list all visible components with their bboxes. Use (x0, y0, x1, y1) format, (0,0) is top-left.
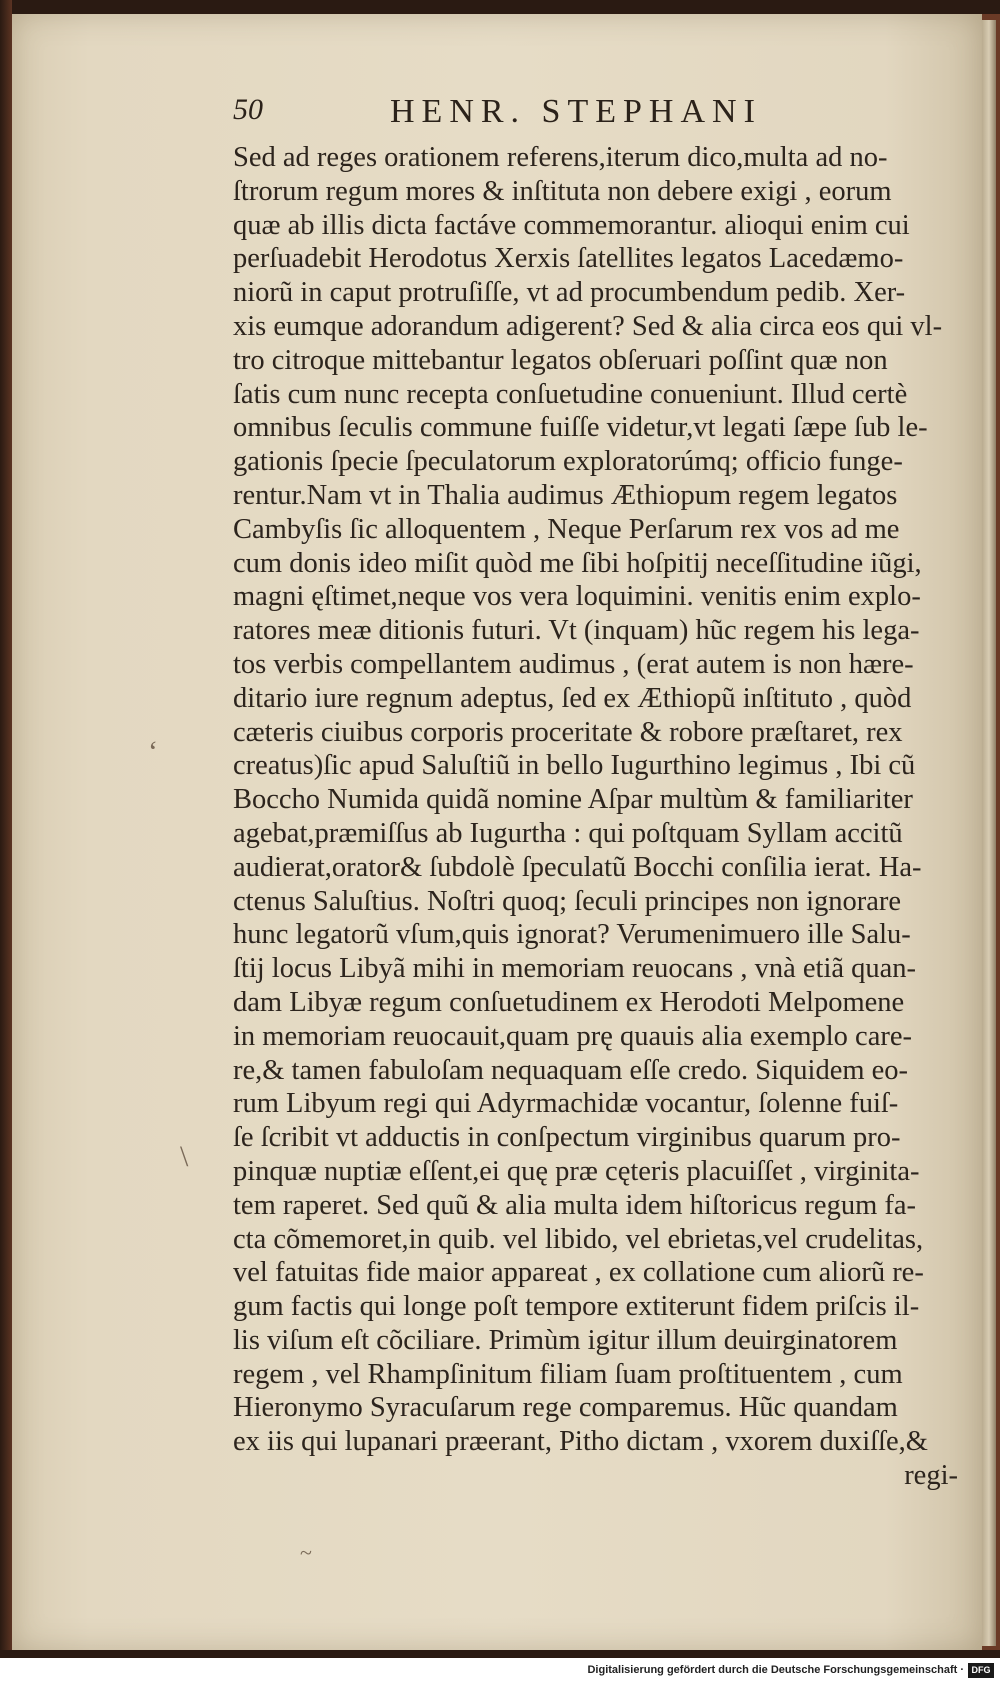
text-line: ctenus Saluſtius. Noſtri quoq; ſeculi principes non ignorare (233, 885, 902, 917)
text-line: xis eumque adorandum adigerent? Sed & alia circa eos qui vl- (233, 310, 943, 342)
text-line: agebat,præmiſſus ab Iugurtha : qui poſtquam Syllam accitũ (233, 817, 903, 849)
text-line: re,& tamen fabuloſam nequaquam eſſe credo. Siquidem eo- (233, 1054, 909, 1086)
text-line: vel fatuitas fide maior appareat , ex collatione cum aliorũ re- (233, 1257, 924, 1289)
text-line: ſtij locus Libyã mihi in memoriam reuocans , vnà etiã quan- (233, 953, 917, 985)
text-line: cum donis ideo miſit quòd me ſibi hoſpitij neceſſitudine iũgi, (233, 547, 922, 579)
text-line: ratores meæ ditionis futuri. Vt (inquam) hũc regem his lega- (233, 615, 920, 647)
page-fore-edge (982, 20, 996, 1646)
text-line: niorũ in caput protruſiſſe, vt ad procumbendum pedib. Xer- (233, 277, 906, 309)
running-head: HENR. STEPHANI (390, 93, 762, 130)
text-line: cta cõmemoret,in quib. vel libido, vel ebrietas,vel crudelitas, (233, 1223, 924, 1255)
text-line: dam Libyæ regum conſuetudinem ex Herodoti Melpomene (233, 986, 905, 1018)
text-line: pinquæ nuptiæ eſſent,ei quę præ cęteris placuiſſet , virginita- (233, 1155, 920, 1187)
text-line: in memoriam reuocauit,quam prę quauis alia exemplo care- (233, 1020, 912, 1052)
text-line: ditario iure regnum adeptus, ſed ex Æthiopũ inſtituto , quòd (233, 682, 912, 714)
text-line: gationis ſpecie ſpeculatorum exploratorúmq; officio funge- (233, 446, 903, 478)
text-line: ex iis qui lupanari præerant, Pitho dictam , vxorem duxiſſe,& (233, 1426, 928, 1458)
body-text (233, 141, 960, 1493)
text-line: tos verbis compellantem audimus , (erat autem is non hære- (233, 648, 914, 680)
text-line: Hieronymo Syracuſarum rege comparemus. Hũc quandam (233, 1392, 898, 1424)
text-line: audierat,orator& ſubdolè ſpeculatũ Bocchi conſilia ierat. Ha- (233, 851, 922, 883)
text-line: Cambyſis ſic alloquentem , Neque Perſarum rex vos ad me (233, 513, 900, 545)
text-line: rum Libyum regi qui Adyrmachidæ vocantur, ſolenne fuiſ- (233, 1088, 899, 1120)
funding-credit: Digitalisierung gefördert durch die Deutsche Forschungsgemeinschaft · (587, 1664, 964, 1676)
margin-smudge: \ (180, 1140, 189, 1173)
text-line: omnibus ſeculis commune fuiſſe videtur,vt legati ſæpe ſub le- (233, 412, 928, 444)
scan-bottom-edge (0, 1650, 1000, 1658)
text-line: cæteris ciuibus corporis proceritate & robore præſtaret, rex (233, 716, 903, 748)
text-line: hunc legatorũ vſum,quis ignorat? Verumenimuero ille Salu- (233, 919, 911, 951)
text-line: perſuadebit Herodotus Xerxis ſatellites legatos Lacedæmo- (233, 243, 904, 275)
text-line: regem , vel Rhampſinitum filiam ſuam proſtituentem , cum (233, 1358, 903, 1390)
text-line: gum factis qui longe poſt tempore extiterunt fidem priſcis il- (233, 1291, 920, 1323)
text-line: quæ ab illis dicta factáve commemorantur. alioqui enim cui (233, 209, 910, 241)
scan-top-edge (0, 0, 1000, 14)
text-line: lis viſum eſt cõciliare. Primùm igitur illum deuirginatorem (233, 1324, 898, 1356)
dfg-logo: DFG (968, 1663, 994, 1678)
text-line: Boccho Numida quidã nomine Aſpar multùm & familiariter (233, 784, 913, 816)
text-line: ſe ſcribit vt adductis in conſpectum virginibus quarum pro- (233, 1122, 901, 1154)
text-line: creatus)ſic apud Saluſtiũ in bello Iugurthino legimus , Ibi cũ (233, 750, 916, 782)
page-header (233, 93, 933, 137)
page-number: 50 (233, 93, 263, 126)
text-line: tro citroque mittebantur legatos obſeruari poſſint quæ non (233, 344, 888, 376)
catchword: regi- (904, 1460, 958, 1492)
text-line: tem raperet. Sed quũ & alia multa idem hiſtoricus regum fa- (233, 1189, 916, 1221)
text-line: magni ęſtimet,neque vos vera loquimini. venitis enim explo- (233, 581, 921, 613)
text-line: Sed ad reges orationem referens,iterum dico,multa ad no- (233, 142, 888, 173)
text-line: ſtrorum regum mores & inſtituta non debere exigi , eorum (233, 175, 892, 207)
margin-smudge: ~ (300, 1540, 312, 1565)
digitization-footer (0, 1660, 1000, 1684)
scan-left-edge (0, 0, 12, 1658)
text-line: ſatis cum nunc recepta conſuetudine conueniunt. Illud certè (233, 378, 908, 410)
margin-smudge: ‘ (148, 735, 158, 768)
text-line: rentur.Nam vt in Thalia audimus Æthiopum regem legatos (233, 479, 898, 511)
